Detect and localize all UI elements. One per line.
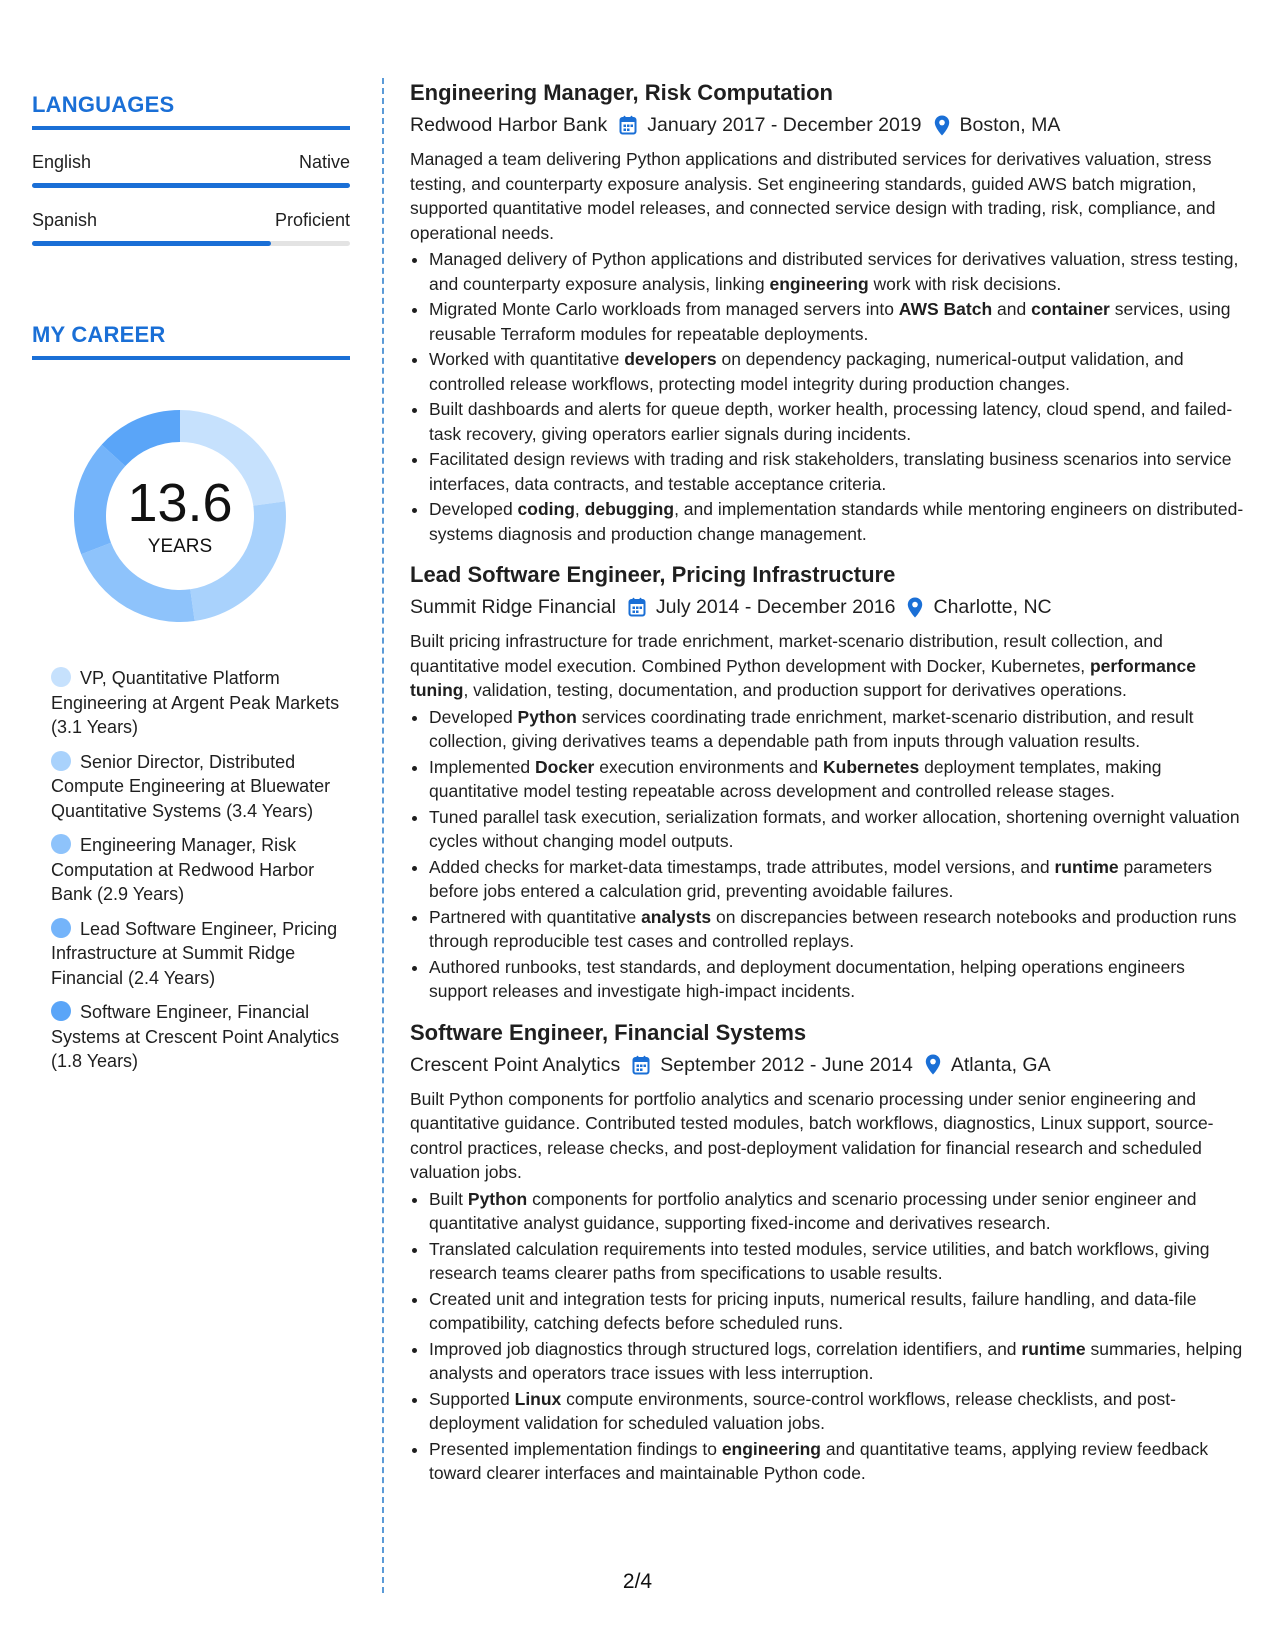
keyword-highlight: performance tuning	[410, 655, 1196, 700]
keyword-highlight: Python	[517, 706, 577, 727]
career-legend	[32, 666, 341, 1074]
job-location: Atlanta, GA	[950, 1053, 1051, 1076]
job-bullet: • Presented implementation findings to engineering and quantitative teams, applying review feedback toward clearer interfaces and maintainable Python code.	[429, 1437, 1246, 1486]
job-bullet: • Developed Python services coordinating trade enrichment, market-scenario distribution, and result collection, giving derivatives teams a dependable path from inputs through valuation results.	[429, 705, 1246, 754]
company-name: Crescent Point Analytics	[410, 1053, 621, 1076]
keyword-highlight: debugging	[584, 499, 675, 519]
languages-list	[32, 152, 350, 246]
career-legend-label: VP, Quantitative Platform Engineering at Argent Peak Markets (3.1 Years)	[51, 668, 340, 737]
job-bullet: • Facilitated design reviews with trading and risk stakeholders, translating business scenarios into service interfaces, data contracts, and testable acceptance criteria.	[429, 447, 1246, 496]
language-row	[32, 152, 350, 173]
job-bullet: • Authored runbooks, test standards, and deployment documentation, helping operations engineers support releases and investigate high-impact incidents.	[429, 955, 1246, 1004]
career-heading: MY CAREER	[32, 322, 350, 360]
keyword-highlight: Docker	[535, 756, 595, 777]
keyword-highlight: analysts	[641, 906, 712, 927]
career-legend-item	[51, 1000, 341, 1074]
legend-dot	[51, 834, 71, 854]
job-bullet: • Developed coding, debugging, and implementation standards while mentoring engineers on distributed-systems diagnosis and production change management.	[429, 497, 1246, 546]
job-summary: Built Python components for portfolio analytics and scenario processing under senior engineering and quantitative guidance. Contributed tested modules, batch workflows, diagnostics, Linux support, source-control practices, release checks, and post-deployment validation for financial research and scheduled valuation jobs.	[410, 1088, 1214, 1182]
keyword-highlight: engineering	[769, 273, 869, 294]
job-meta	[410, 594, 1246, 620]
language-level: Native	[298, 152, 350, 172]
career-legend-label: Senior Director, Distributed Compute Engineering at Bluewater Quantitative Systems (3.4 Years)	[51, 751, 331, 821]
career-legend-label: Engineering Manager, Risk Computation at Redwood Harbor Bank (2.9 Years)	[51, 835, 315, 904]
job-meta	[410, 112, 1246, 138]
language-proficiency-bar	[32, 183, 350, 188]
job-meta	[410, 1052, 1246, 1078]
keyword-highlight: AWS Batch	[898, 299, 993, 319]
job-summary: Built pricing infrastructure for trade enrichment, market-scenario distribution, result collection, and quantitative model execution. Combined Python development with Docker, Kubernetes, performance tuning, validation, testing, documentation, and production support for derivatives operations.	[410, 631, 1196, 700]
job-title: Lead Software Engineer, Pricing Infrastructure	[410, 562, 896, 587]
job-bullet: • Improved job diagnostics through structured logs, correlation identifiers, and runtime summaries, helping analysts and operators trace issues with less interruption.	[429, 1337, 1246, 1386]
map-pin-icon	[934, 115, 950, 136]
calendar-icon	[628, 597, 646, 617]
experience-section	[410, 78, 1246, 1500]
job-bullet: • Translated calculation requirements into tested modules, service utilities, and batch workflows, giving research teams clearer paths from specifications to usable results.	[429, 1237, 1246, 1286]
calendar-icon	[619, 115, 637, 135]
career-legend-item	[51, 666, 341, 740]
job-bullets	[410, 705, 1246, 1004]
donut-center	[66, 402, 294, 630]
language-row	[32, 210, 350, 231]
career-legend-label: Lead Software Engineer, Pricing Infrastructure at Summit Ridge Financial (2.4 Years)	[51, 918, 338, 988]
job-bullet: • Built Python components for portfolio analytics and scenario processing under senior engineer and quantitative analyst guidance, supporting fixed-income and derivatives research.	[429, 1187, 1246, 1236]
job-bullets	[410, 1187, 1246, 1486]
sidebar	[32, 92, 350, 1084]
language-proficiency-fill	[32, 183, 350, 188]
job-title: Engineering Manager, Risk Computation	[410, 80, 833, 105]
language-level: Proficient	[274, 210, 350, 230]
job-bullet: • Managed delivery of Python applications and distributed services for derivatives valuation, stress testing, and counterparty exposure analysis, linking engineering work with risk decisions.	[429, 247, 1246, 296]
company-name: Summit Ridge Financial	[410, 596, 616, 618]
legend-dot	[51, 667, 71, 687]
language-name: Spanish	[32, 210, 98, 230]
job-bullet: • Built dashboards and alerts for queue depth, worker health, processing latency, cloud spend, and failed-task recovery, giving operators earlier signals during incidents.	[429, 397, 1246, 446]
job-entry	[410, 1018, 1246, 1486]
keyword-highlight: Kubernetes	[823, 756, 920, 777]
job-title: Software Engineer, Financial Systems	[410, 1019, 807, 1045]
keyword-highlight: developers	[624, 349, 717, 369]
career-legend-item	[51, 833, 341, 907]
job-dates: July 2014 - December 2016	[655, 596, 896, 618]
keyword-highlight: runtime	[1021, 1338, 1086, 1359]
languages-heading: LANGUAGES	[32, 92, 350, 130]
job-location: Boston, MA	[959, 114, 1061, 136]
career-legend-label: Software Engineer, Financial Systems at Crescent Point Analytics (1.8 Years)	[51, 1002, 340, 1071]
keyword-highlight: Linux	[514, 1388, 562, 1409]
job-dates: January 2017 - December 2019	[647, 114, 922, 136]
keyword-highlight: engineering	[721, 1438, 821, 1459]
job-location: Charlotte, NC	[933, 596, 1052, 618]
calendar-icon	[632, 1055, 650, 1075]
job-bullets	[410, 247, 1246, 546]
job-bullet: • Partnered with quantitative analysts on discrepancies between research notebooks and production runs through reproducible test cases and controlled replays.	[429, 905, 1246, 954]
language-proficiency-fill	[32, 241, 271, 246]
language-name: English	[32, 152, 92, 172]
keyword-highlight: container	[1031, 299, 1110, 319]
career-legend-item	[51, 750, 341, 824]
map-pin-icon	[907, 597, 923, 618]
job-bullet: • Migrated Monte Carlo workloads from managed servers into AWS Batch and container services, using reusable Terraform modules for repeatable deployments.	[429, 297, 1246, 346]
job-bullet: • Implemented Docker execution environments and Kubernetes deployment templates, making quantitative model testing repeatable across development and controlled release stages.	[429, 755, 1246, 804]
job-bullet: • Created unit and integration tests for pricing inputs, numerical results, failure handling, and data-file compatibility, catching defects before scheduled runs.	[429, 1287, 1246, 1336]
company-name: Redwood Harbor Bank	[410, 114, 608, 136]
keyword-highlight: Python	[467, 1188, 528, 1209]
job-entry	[410, 78, 1246, 546]
legend-dot	[51, 751, 71, 771]
career-total-unit: YEARS	[147, 536, 213, 557]
map-pin-icon	[925, 1054, 941, 1075]
career-legend-item	[51, 917, 341, 991]
job-summary: Managed a team delivering Python applications and distributed services for derivatives valuation, stress testing, and counterparty exposure analysis. Set engineering standards, guided AWS batch migration, supported quantitative model releases, and connected service design with trading, risk, compliance, and operational needs.	[410, 149, 1216, 243]
page-number: 2/4	[622, 1570, 653, 1593]
keyword-highlight: coding	[517, 499, 575, 519]
career-donut-chart	[66, 402, 294, 630]
job-bullet: • Supported Linux compute environments, source-control workflows, release checklists, and post-deployment validation for scheduled valuation jobs.	[429, 1387, 1246, 1436]
job-entry	[410, 560, 1246, 1004]
legend-dot	[51, 918, 71, 938]
column-divider	[382, 78, 384, 1593]
keyword-highlight: runtime	[1054, 856, 1119, 877]
language-proficiency-bar	[32, 241, 350, 246]
job-bullet: • Worked with quantitative developers on dependency packaging, numerical-output validation, and controlled release workflows, protecting model integrity during production changes.	[429, 347, 1246, 396]
career-total-years: 13.6	[127, 473, 233, 533]
job-bullet: • Added checks for market-data timestamps, trade attributes, model versions, and runtime parameters before jobs entered a calculation grid, preventing avoidable failures.	[429, 855, 1246, 904]
legend-dot	[51, 1001, 71, 1021]
job-dates: September 2012 - June 2014	[660, 1053, 913, 1076]
job-bullet: • Tuned parallel task execution, serialization formats, and worker allocation, shortening overnight valuation cycles without changing model outputs.	[429, 805, 1246, 854]
